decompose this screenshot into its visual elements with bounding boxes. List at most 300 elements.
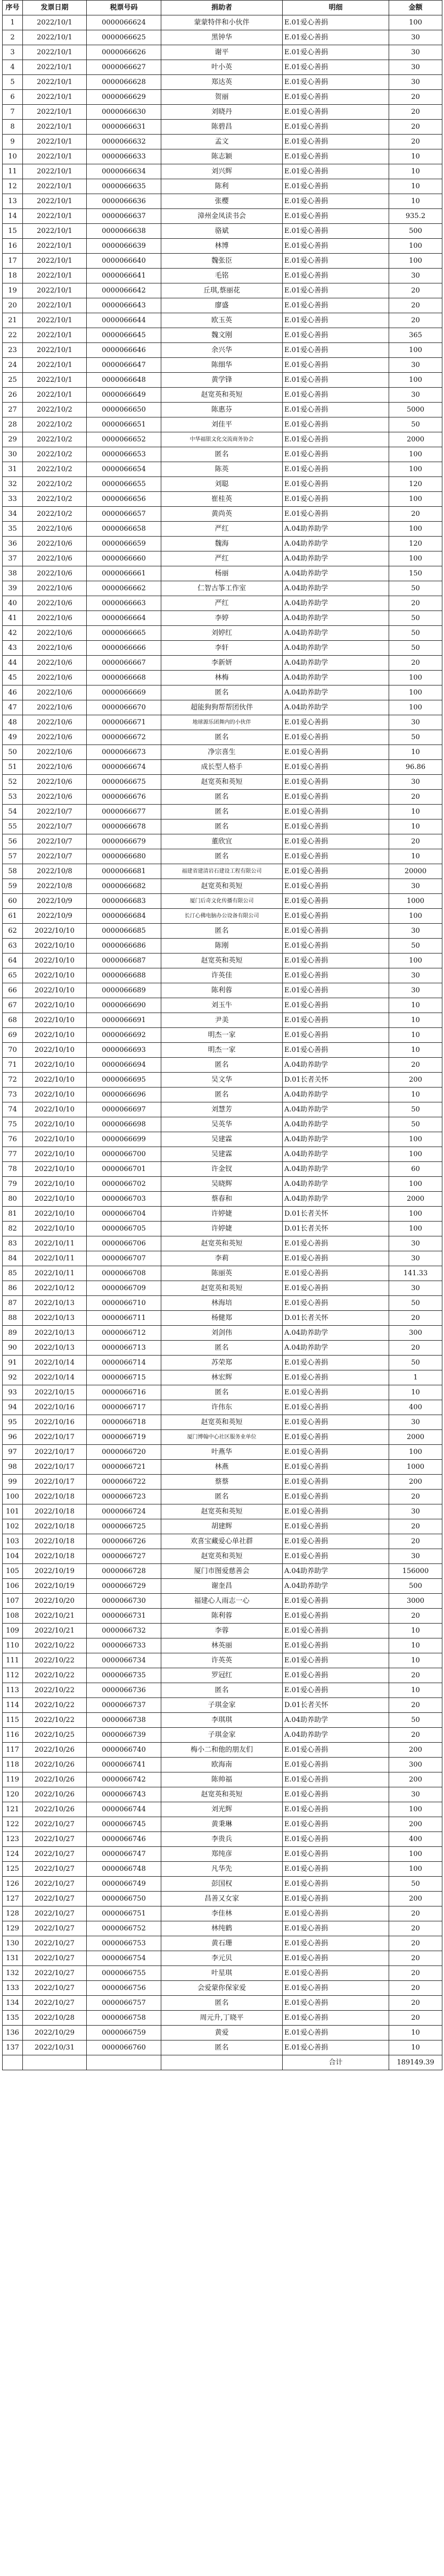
row-date: 2022/10/26 [23, 1772, 87, 1787]
row-donor: 刘兴辉 [161, 164, 283, 179]
row-ticket-no: 0000066743 [87, 1787, 161, 1802]
row-detail: E.01爱心善捐 [283, 1892, 389, 1906]
row-date: 2022/10/1 [23, 209, 87, 224]
row-amount: 10 [389, 164, 442, 179]
row-detail: E.01爱心善捐 [283, 1028, 389, 1043]
row-amount: 10 [389, 1028, 442, 1043]
row-seq: 18 [3, 269, 23, 283]
row-seq: 76 [3, 1132, 23, 1147]
row-donor: 厦门市图爱慈善会 [161, 1564, 283, 1579]
row-ticket-no: 0000066702 [87, 1177, 161, 1192]
total-donor-cell [161, 2055, 283, 2070]
row-date: 2022/10/12 [23, 1281, 87, 1296]
row-ticket-no: 0000066713 [87, 1341, 161, 1356]
row-date: 2022/10/22 [23, 1653, 87, 1668]
row-detail: E.01爱心善捐 [283, 1772, 389, 1787]
table-row [3, 1728, 442, 1743]
row-seq: 89 [3, 1326, 23, 1341]
header-donor: 捐助者 [161, 1, 283, 15]
row-detail: E.01爱心善捐 [283, 1862, 389, 1877]
row-ticket-no: 0000066716 [87, 1385, 161, 1400]
row-seq: 132 [3, 1966, 23, 1981]
row-ticket-no: 0000066686 [87, 939, 161, 954]
row-detail: E.01爱心善捐 [283, 179, 389, 194]
row-donor: 匿名 [161, 819, 283, 834]
row-seq: 117 [3, 1743, 23, 1758]
table-row [3, 879, 442, 894]
row-date: 2022/10/7 [23, 834, 87, 849]
row-ticket-no: 0000066652 [87, 432, 161, 447]
table-row [3, 656, 442, 671]
row-date: 2022/10/1 [23, 15, 87, 30]
row-date: 2022/10/1 [23, 254, 87, 269]
row-seq: 67 [3, 998, 23, 1013]
row-date: 2022/10/27 [23, 1921, 87, 1936]
row-seq: 26 [3, 388, 23, 403]
row-detail: E.01爱心善捐 [283, 358, 389, 373]
row-detail: E.01爱心善捐 [283, 2011, 389, 2026]
row-ticket-no: 0000066721 [87, 1460, 161, 1475]
row-donor: 刘玉牛 [161, 998, 283, 1013]
row-seq: 107 [3, 1594, 23, 1609]
row-date: 2022/10/22 [23, 1713, 87, 1728]
row-date: 2022/10/20 [23, 1594, 87, 1609]
row-date: 2022/10/22 [23, 1683, 87, 1698]
row-seq: 100 [3, 1490, 23, 1504]
row-ticket-no: 0000066719 [87, 1430, 161, 1445]
row-detail: E.01爱心善捐 [283, 328, 389, 343]
row-amount: 10 [389, 1653, 442, 1668]
row-detail: E.01爱心善捐 [283, 805, 389, 819]
row-seq: 35 [3, 522, 23, 537]
row-donor: 赵宽英和英短 [161, 388, 283, 403]
table-row [3, 2026, 442, 2040]
row-donor: 净宗喜生 [161, 745, 283, 760]
row-date: 2022/10/10 [23, 1102, 87, 1117]
row-amount: 20 [389, 1698, 442, 1713]
row-donor: 许婷婕 [161, 1207, 283, 1222]
row-detail: E.01爱心善捐 [283, 45, 389, 60]
table-row [3, 1847, 442, 1862]
row-donor: 成长型人格手 [161, 760, 283, 775]
row-date: 2022/10/9 [23, 909, 87, 924]
row-seq: 23 [3, 343, 23, 358]
row-seq: 4 [3, 60, 23, 75]
row-detail: E.01爱心善捐 [283, 1385, 389, 1400]
row-seq: 15 [3, 224, 23, 239]
row-donor: 赵宽英和英短 [161, 775, 283, 790]
row-donor: 刘光辉 [161, 1802, 283, 1817]
row-donor: 赵宽英和英短 [161, 1549, 283, 1564]
row-detail: A.04助养助学 [283, 700, 389, 715]
row-date: 2022/10/1 [23, 373, 87, 388]
row-donor: 周元升,丁晓平 [161, 2011, 283, 2026]
table-row [3, 209, 442, 224]
row-date: 2022/10/1 [23, 120, 87, 135]
row-detail: A.04助养助学 [283, 1147, 389, 1162]
row-detail: E.01爱心善捐 [283, 432, 389, 447]
row-detail: A.04助养助学 [283, 1162, 389, 1177]
table-row [3, 462, 442, 477]
row-donor: 林燕 [161, 1460, 283, 1475]
row-detail: E.01爱心善捐 [283, 1430, 389, 1445]
row-amount: 30 [389, 715, 442, 730]
row-date: 2022/10/13 [23, 1341, 87, 1356]
table-row [3, 522, 442, 537]
row-ticket-no: 0000066685 [87, 924, 161, 939]
table-row [3, 641, 442, 656]
row-ticket-no: 0000066693 [87, 1043, 161, 1058]
row-amount: 30 [389, 1787, 442, 1802]
row-seq: 54 [3, 805, 23, 819]
row-detail: E.01爱心善捐 [283, 998, 389, 1013]
row-seq: 130 [3, 1936, 23, 1951]
row-donor: 黄尚英 [161, 507, 283, 522]
row-ticket-no: 0000066708 [87, 1266, 161, 1281]
row-donor: 李轩 [161, 641, 283, 656]
row-date: 2022/10/10 [23, 1117, 87, 1132]
row-ticket-no: 0000066756 [87, 1981, 161, 1996]
row-ticket-no: 0000066742 [87, 1772, 161, 1787]
row-amount: 30 [389, 45, 442, 60]
row-seq: 116 [3, 1728, 23, 1743]
row-detail: A.04助养助学 [283, 537, 389, 551]
table-row [3, 388, 442, 403]
row-amount: 30 [389, 358, 442, 373]
row-date: 2022/10/1 [23, 343, 87, 358]
row-amount: 20 [389, 1341, 442, 1356]
row-seq: 34 [3, 507, 23, 522]
row-donor: 蒙蒙特伴和小伙伴 [161, 15, 283, 30]
row-detail: E.01爱心善捐 [283, 403, 389, 417]
row-detail: E.01爱心善捐 [283, 1951, 389, 1966]
row-donor: 陈碧昌 [161, 120, 283, 135]
row-donor: 赵宽英和英短 [161, 1787, 283, 1802]
row-detail: E.01爱心善捐 [283, 90, 389, 105]
row-detail: E.01爱心善捐 [283, 924, 389, 939]
row-detail: E.01爱心善捐 [283, 1996, 389, 2011]
table-row [3, 924, 442, 939]
row-donor: 吴文华 [161, 1073, 283, 1088]
donation-table [2, 0, 442, 2070]
row-detail: D.01长者关怀 [283, 1073, 389, 1088]
row-amount: 10 [389, 1013, 442, 1028]
row-amount: 10 [389, 849, 442, 864]
table-row [3, 968, 442, 983]
row-date: 2022/10/11 [23, 1266, 87, 1281]
row-detail: E.01爱心善捐 [283, 1504, 389, 1519]
row-amount: 100 [389, 492, 442, 507]
row-seq: 84 [3, 1251, 23, 1266]
row-donor: 陈利 [161, 179, 283, 194]
row-ticket-no: 0000066663 [87, 596, 161, 611]
row-ticket-no: 0000066703 [87, 1192, 161, 1207]
row-date: 2022/10/27 [23, 1892, 87, 1906]
row-date: 2022/10/1 [23, 388, 87, 403]
row-date: 2022/10/13 [23, 1326, 87, 1341]
row-donor: 匿名 [161, 730, 283, 745]
row-detail: E.01爱心善捐 [283, 60, 389, 75]
row-amount: 300 [389, 1326, 442, 1341]
row-donor: 崔桂英 [161, 492, 283, 507]
row-seq: 42 [3, 626, 23, 641]
row-amount: 10 [389, 1043, 442, 1058]
row-amount: 1000 [389, 894, 442, 909]
row-donor: 林纯鹤 [161, 1921, 283, 1936]
row-ticket-no: 0000066751 [87, 1906, 161, 1921]
row-date: 2022/10/10 [23, 1132, 87, 1147]
row-donor: 李元贝 [161, 1951, 283, 1966]
table-row [3, 1638, 442, 1653]
row-date: 2022/10/6 [23, 551, 87, 566]
table-row [3, 105, 442, 120]
row-amount: 30 [389, 1236, 442, 1251]
row-donor: 赵宽英和英短 [161, 1281, 283, 1296]
row-donor: 许英佳 [161, 968, 283, 983]
row-seq: 121 [3, 1802, 23, 1817]
row-detail: E.01爱心善捐 [283, 879, 389, 894]
row-seq: 5 [3, 75, 23, 90]
row-date: 2022/10/7 [23, 805, 87, 819]
row-date: 2022/10/8 [23, 864, 87, 879]
total-label: 合计 [283, 2055, 389, 2070]
row-seq: 41 [3, 611, 23, 626]
table-row [3, 611, 442, 626]
row-detail: E.01爱心善捐 [283, 1475, 389, 1490]
row-date: 2022/10/11 [23, 1251, 87, 1266]
row-seq: 82 [3, 1222, 23, 1236]
row-ticket-no: 0000066754 [87, 1951, 161, 1966]
row-seq: 90 [3, 1341, 23, 1356]
row-date: 2022/10/27 [23, 1847, 87, 1862]
row-amount: 100 [389, 522, 442, 537]
row-ticket-no: 0000066630 [87, 105, 161, 120]
row-amount: 10 [389, 194, 442, 209]
row-donor: 毛铭 [161, 269, 283, 283]
row-ticket-no: 0000066628 [87, 75, 161, 90]
row-detail: E.01爱心善捐 [283, 1787, 389, 1802]
row-ticket-no: 0000066697 [87, 1102, 161, 1117]
row-seq: 46 [3, 685, 23, 700]
table-row [3, 1222, 442, 1236]
table-row [3, 1624, 442, 1638]
row-seq: 70 [3, 1043, 23, 1058]
table-row [3, 1043, 442, 1058]
row-detail: E.01爱心善捐 [283, 849, 389, 864]
row-detail: E.01爱心善捐 [283, 1534, 389, 1549]
row-detail: E.01爱心善捐 [283, 834, 389, 849]
row-date: 2022/10/1 [23, 75, 87, 90]
table-row [3, 1132, 442, 1147]
row-amount: 20 [389, 1966, 442, 1981]
row-ticket-no: 0000066706 [87, 1236, 161, 1251]
row-amount: 50 [389, 1713, 442, 1728]
row-date: 2022/10/22 [23, 1668, 87, 1683]
row-date: 2022/10/1 [23, 313, 87, 328]
row-detail: E.01爱心善捐 [283, 2026, 389, 2040]
table-row [3, 581, 442, 596]
row-ticket-no: 0000066665 [87, 626, 161, 641]
row-amount: 20 [389, 1906, 442, 1921]
row-date: 2022/10/2 [23, 462, 87, 477]
row-amount: 50 [389, 611, 442, 626]
row-detail: A.04助养助学 [283, 1088, 389, 1102]
row-ticket-no: 0000066696 [87, 1088, 161, 1102]
table-row [3, 1490, 442, 1504]
row-detail: E.01爱心善捐 [283, 1415, 389, 1430]
row-ticket-no: 0000066650 [87, 403, 161, 417]
row-amount: 20 [389, 2011, 442, 2026]
row-seq: 61 [3, 909, 23, 924]
row-detail: E.01爱心善捐 [283, 254, 389, 269]
row-date: 2022/10/6 [23, 537, 87, 551]
row-detail: E.01爱心善捐 [283, 2040, 389, 2055]
row-ticket-no: 0000066729 [87, 1579, 161, 1594]
row-amount: 30 [389, 269, 442, 283]
row-seq: 75 [3, 1117, 23, 1132]
row-donor: 欧玉英 [161, 313, 283, 328]
row-seq: 49 [3, 730, 23, 745]
row-amount: 20 [389, 135, 442, 149]
row-seq: 40 [3, 596, 23, 611]
row-detail: A.04助养助学 [283, 1177, 389, 1192]
row-amount: 30 [389, 75, 442, 90]
row-date: 2022/10/27 [23, 1981, 87, 1996]
row-donor: 陈细华 [161, 358, 283, 373]
row-donor: 郑纯彦 [161, 1847, 283, 1862]
row-date: 2022/10/1 [23, 105, 87, 120]
row-ticket-no: 0000066634 [87, 164, 161, 179]
table-row [3, 1266, 442, 1281]
row-donor: 彭国权 [161, 1877, 283, 1892]
header-ticket-no: 税票号码 [87, 1, 161, 15]
row-ticket-no: 0000066625 [87, 30, 161, 45]
row-detail: E.01爱心善捐 [283, 1519, 389, 1534]
row-donor: 刘慧芳 [161, 1102, 283, 1117]
row-detail: E.01爱心善捐 [283, 1906, 389, 1921]
row-date: 2022/10/29 [23, 2026, 87, 2040]
row-detail: E.01爱心善捐 [283, 1296, 389, 1311]
row-date: 2022/10/17 [23, 1445, 87, 1460]
table-row [3, 1415, 442, 1430]
row-date: 2022/10/26 [23, 1802, 87, 1817]
row-ticket-no: 0000066684 [87, 909, 161, 924]
row-date: 2022/10/6 [23, 715, 87, 730]
row-amount: 20 [389, 120, 442, 135]
row-ticket-no: 0000066701 [87, 1162, 161, 1177]
table-row [3, 358, 442, 373]
row-donor: 严红 [161, 522, 283, 537]
table-row [3, 864, 442, 879]
row-date: 2022/10/2 [23, 417, 87, 432]
row-date: 2022/10/16 [23, 1400, 87, 1415]
row-detail: E.01爱心善捐 [283, 283, 389, 298]
row-seq: 114 [3, 1698, 23, 1713]
row-seq: 44 [3, 656, 23, 671]
row-date: 2022/10/10 [23, 924, 87, 939]
table-row [3, 328, 442, 343]
row-seq: 21 [3, 313, 23, 328]
row-amount: 500 [389, 224, 442, 239]
row-seq: 60 [3, 894, 23, 909]
row-seq: 63 [3, 939, 23, 954]
row-date: 2022/10/10 [23, 998, 87, 1013]
table-row [3, 1430, 442, 1445]
row-amount: 50 [389, 417, 442, 432]
table-row [3, 1817, 442, 1832]
row-amount: 50 [389, 1877, 442, 1892]
table-row [3, 2040, 442, 2055]
row-amount: 10 [389, 179, 442, 194]
row-ticket-no: 0000066741 [87, 1758, 161, 1772]
row-donor: 刘晓丹 [161, 105, 283, 120]
row-donor: 严红 [161, 551, 283, 566]
row-amount: 200 [389, 1892, 442, 1906]
row-donor: 超能狗狗帮帮团伙伴 [161, 700, 283, 715]
row-date: 2022/10/11 [23, 1236, 87, 1251]
row-seq: 17 [3, 254, 23, 269]
row-seq: 134 [3, 1996, 23, 2011]
row-donor: 李莉 [161, 1251, 283, 1266]
row-seq: 32 [3, 477, 23, 492]
row-detail: E.01爱心善捐 [283, 1043, 389, 1058]
row-date: 2022/10/10 [23, 1222, 87, 1236]
row-amount: 30 [389, 983, 442, 998]
row-amount: 100 [389, 462, 442, 477]
row-donor: 明杰一家 [161, 1043, 283, 1058]
row-amount: 20 [389, 1058, 442, 1073]
row-date: 2022/10/7 [23, 849, 87, 864]
row-detail: A.04助养助学 [283, 551, 389, 566]
row-detail: E.01爱心善捐 [283, 715, 389, 730]
row-seq: 104 [3, 1549, 23, 1564]
row-seq: 102 [3, 1519, 23, 1534]
row-detail: E.01爱心善捐 [283, 1847, 389, 1862]
row-amount: 50 [389, 939, 442, 954]
row-amount: 30 [389, 775, 442, 790]
row-ticket-no: 0000066698 [87, 1117, 161, 1132]
row-detail: E.01爱心善捐 [283, 1460, 389, 1475]
row-ticket-no: 0000066690 [87, 998, 161, 1013]
row-date: 2022/10/10 [23, 1043, 87, 1058]
row-seq: 50 [3, 745, 23, 760]
row-donor: 仁智古筝工作室 [161, 581, 283, 596]
row-detail: E.01爱心善捐 [283, 105, 389, 120]
row-ticket-no: 0000066750 [87, 1892, 161, 1906]
table-row [3, 1743, 442, 1758]
table-row [3, 1281, 442, 1296]
row-donor: 余兴华 [161, 343, 283, 358]
table-row [3, 1207, 442, 1222]
row-donor: 匿名 [161, 1490, 283, 1504]
row-donor: 匿名 [161, 924, 283, 939]
row-detail: E.01爱心善捐 [283, 983, 389, 998]
row-ticket-no: 0000066738 [87, 1713, 161, 1728]
row-date: 2022/10/2 [23, 492, 87, 507]
row-detail: E.01爱心善捐 [283, 492, 389, 507]
row-amount: 50 [389, 1102, 442, 1117]
row-donor: 匿名 [161, 1385, 283, 1400]
row-ticket-no: 0000066736 [87, 1683, 161, 1698]
row-ticket-no: 0000066675 [87, 775, 161, 790]
row-ticket-no: 0000066745 [87, 1817, 161, 1832]
table-row [3, 775, 442, 790]
row-date: 2022/10/10 [23, 968, 87, 983]
row-detail: E.01爱心善捐 [283, 1638, 389, 1653]
row-donor: 匿名 [161, 1683, 283, 1698]
table-row [3, 1609, 442, 1624]
row-detail: A.04助养助学 [283, 581, 389, 596]
